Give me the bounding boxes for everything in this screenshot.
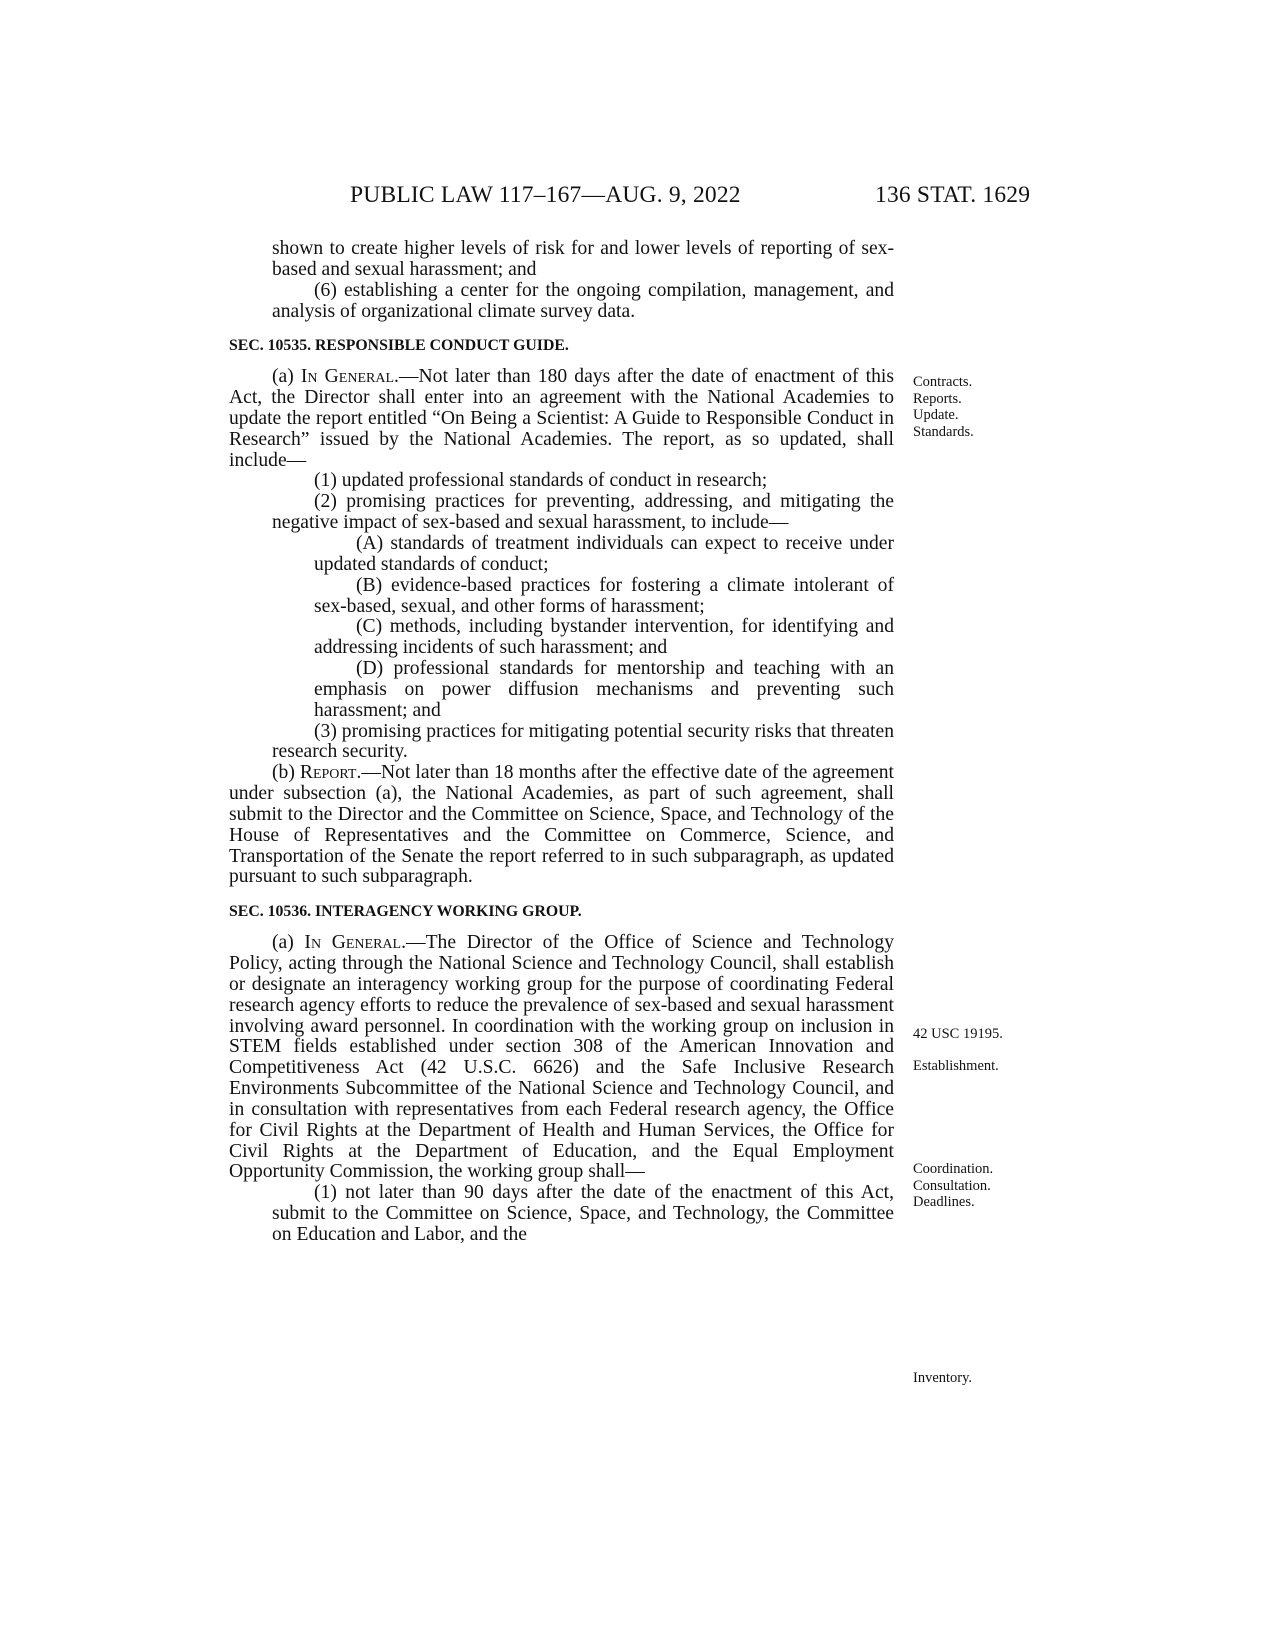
subsection-label: (a): [272, 366, 301, 388]
list-item-2: (2) promising practices for preventing, addressing, and mitigating the negative impact of sex-based and sexual harassment, to include—: [272, 491, 894, 534]
paragraph-continuation: shown to create higher levels of risk for and lower levels of reporting of sex- based and sexual harassment; and: [272, 238, 894, 280]
subsection-text: .—Not later than 18 months after the effective date of the agreement under subsection (a), the National Academies, as part of such agreement, shall submit to the Director and the Committee on Science, Space, and Technology of the House of Representatives and the Committee on Commerce, Science, and Transportation of the Senate the report referred to in such subparagraph, as updated pursuant to such subparagraph.: [229, 762, 895, 888]
list-item-C: (C) methods, including bystander intervention, for identifying and addressing incidents of such harassment; and: [314, 616, 894, 659]
margin-note: Inventory.: [913, 1370, 973, 1386]
margin-note: Establishment.: [913, 1058, 999, 1074]
subsection-caption: In General: [300, 366, 394, 388]
margin-note: Standards.: [913, 423, 974, 440]
margin-note: 42 USC 19195.: [913, 1026, 1003, 1042]
subsection-label: (b): [272, 762, 300, 784]
margin-note: Contracts.: [913, 374, 973, 390]
page-header: [0, 178, 1275, 218]
section-heading-10536: SEC. 10536. INTERAGENCY WORKING GROUP.: [229, 903, 582, 921]
margin-note-group-1: [913, 374, 974, 440]
list-item-A: (A) standards of treatment individuals can expect to receive under updated standards of conduct;: [314, 532, 894, 575]
margin-note-usc: [913, 1026, 1003, 1043]
margin-note: Update.: [913, 407, 959, 423]
list-item-B: (B) evidence-based practices for fostering a climate intolerant of sex-based, sexual, and other forms of harassment;: [314, 574, 894, 617]
margin-note: Coordination.: [913, 1161, 994, 1177]
subsection-a-10535: [229, 367, 894, 471]
list-item-1: (1) updated professional standards of conduct in research;: [314, 470, 768, 492]
list-item-D: (D) professional standards for mentorship and teaching with an emphasis on power diffusion mechanisms and preventing such harassment; and: [314, 658, 894, 721]
running-title: PUBLIC LAW 117–167—AUG. 9, 2022: [350, 182, 741, 208]
subsection-text: .—Not later than 180 days after the date of enactment of this Act, the Director shall enter into an agreement with the National Academies to update the report entitled “On Being a Scientist: A Guide to Responsible Conduct in Research” issued by the National Academies. The report, as so updated, shall include—: [229, 366, 894, 471]
page-number: 136 STAT. 1629: [875, 182, 1031, 208]
margin-note: Reports.: [913, 390, 962, 407]
margin-note: Deadlines.: [913, 1194, 975, 1210]
list-item-1: (1) not later than 90 days after the date of the enactment of this Act, submit to the Committee on Science, Space, and Technology, the Committee on Education and Labor, and the: [272, 1182, 894, 1245]
section-heading-10535: SEC. 10535. RESPONSIBLE CONDUCT GUIDE.: [229, 337, 569, 355]
margin-note: Consultation.: [913, 1177, 991, 1194]
subsection-b-10535: [229, 763, 894, 888]
margin-note-group-2: [913, 1161, 993, 1211]
document-body: [229, 239, 894, 1246]
subsection-a-10536: [229, 933, 894, 1183]
subsection-caption: Report: [299, 762, 357, 784]
subsection-label: (a): [272, 932, 305, 954]
list-item-6: (6) establishing a center for the ongoing compilation, management, and analysis of organizational climate survey data.: [272, 279, 894, 322]
margin-note-establishment: [913, 1058, 999, 1075]
subsection-caption: In General: [304, 932, 402, 954]
subsection-text: .—The Director of the Office of Science and Technology Policy, acting through the National Science and Technology Council, shall establish or designate an interagency working group for the purpose of coordinating Federal research agency efforts to reduce the prevalence of sex-based and sexual harassment involving award personnel. In coordination with the working group on inclusion in STEM fields established under section 308 of the American Innovation and Competitiveness Act (42 U.S.C. 6626) and the Safe Inclusive Research Environments Subcommittee of the National Science and Technology Council, and in consultation with representatives from each Federal research agency, the Office for Civil Rights at the Department of Health and Human Services, the Office for Civil Rights at the Department of Education, and the Equal Employment Opportunity Commission, the working group shall—: [229, 932, 894, 1183]
list-item-3: (3) promising practices for mitigating potential security risks that threaten research security.: [272, 720, 894, 763]
margin-note-inventory: [913, 1370, 972, 1387]
